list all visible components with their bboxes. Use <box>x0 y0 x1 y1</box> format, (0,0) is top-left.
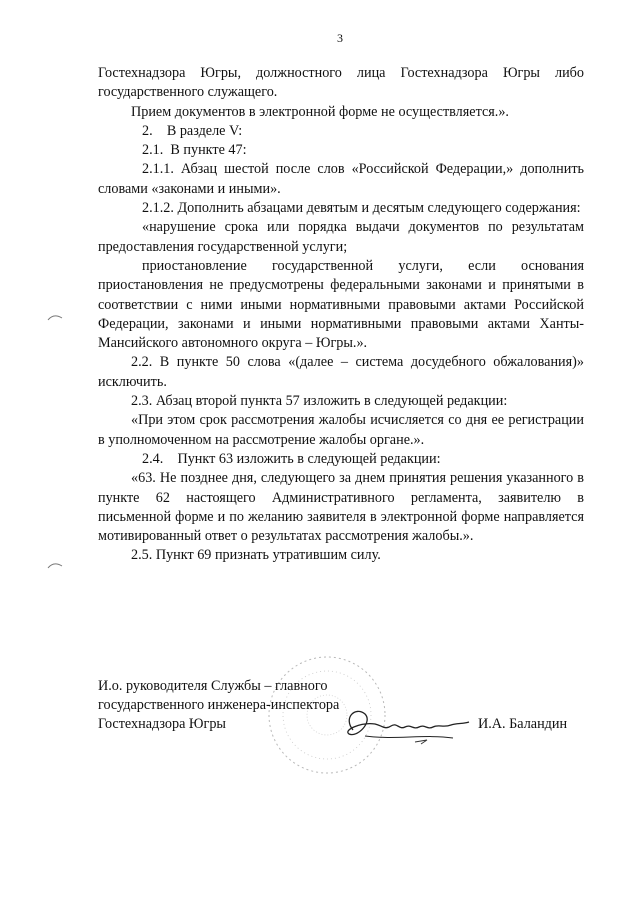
signer-name: И.А. Баландин <box>478 716 568 732</box>
paragraph: Гостехнадзора Югры, должностного лица Гостехнадзора Югры либо государственного служащего. <box>98 65 584 101</box>
paragraph: 2.5. Пункт 69 признать утратившим силу. <box>131 547 381 564</box>
page-number: 3 <box>337 31 343 45</box>
scan-mark <box>47 314 63 322</box>
paragraph: «63. Не позднее дня, следующего за днем принятия решения указанного в пункте 62 настоящего Административного регламента, заявителю в письменной форме и по желанию заявителя в электронной форме направляется мотивированный ответ о результатах рассмотрения жалобы.». <box>98 470 584 545</box>
document-body <box>98 64 584 566</box>
paragraph: «нарушение срока или порядка выдачи документов по результатам предоставления государственной услуги; <box>98 219 584 255</box>
paragraph: «При этом срок рассмотрения жалобы исчисляется со дня ее регистрации в уполномоченном на рассмотрение жалобы органе.». <box>98 412 584 448</box>
signer-title-line: государственного инженера-инспектора <box>98 697 340 713</box>
signer-title-line: Гостехнадзора Югры <box>98 716 226 732</box>
paragraph: Прием документов в электронной форме не осуществляется.». <box>131 103 509 120</box>
signer-title-line: И.о. руководителя Службы – главного <box>98 678 328 694</box>
paragraph: 2.1. В пункте 47: <box>142 142 247 159</box>
paragraph: приостановление государственной услуги, если основания приостановления не предусмотрены федеральными законами и принятыми в соответствии с ними иными нормативными правовыми актами Российской Федерации, законами и иными нормативными правовыми актами Ханты-Мансийского автономного округа – Югры.». <box>98 257 584 352</box>
paragraph: 2.3. Абзац второй пункта 57 изложить в следующей редакции: <box>131 393 508 410</box>
section-heading: 2. В разделе V: <box>142 122 243 139</box>
scan-mark <box>47 562 63 570</box>
paragraph: 2.2. В пункте 50 слова «(далее – система досудебного обжалования)» исключить. <box>98 354 584 390</box>
handwritten-signature <box>335 700 475 750</box>
paragraph: 2.1.1. Абзац шестой после слов «Российской Федерации,» дополнить словами «законами и иными». <box>98 161 584 197</box>
paragraph: 2.4. Пункт 63 изложить в следующей редакции: <box>142 450 441 467</box>
paragraph: 2.1.2. Дополнить абзацами девятым и десятым следующего содержания: <box>142 200 581 217</box>
